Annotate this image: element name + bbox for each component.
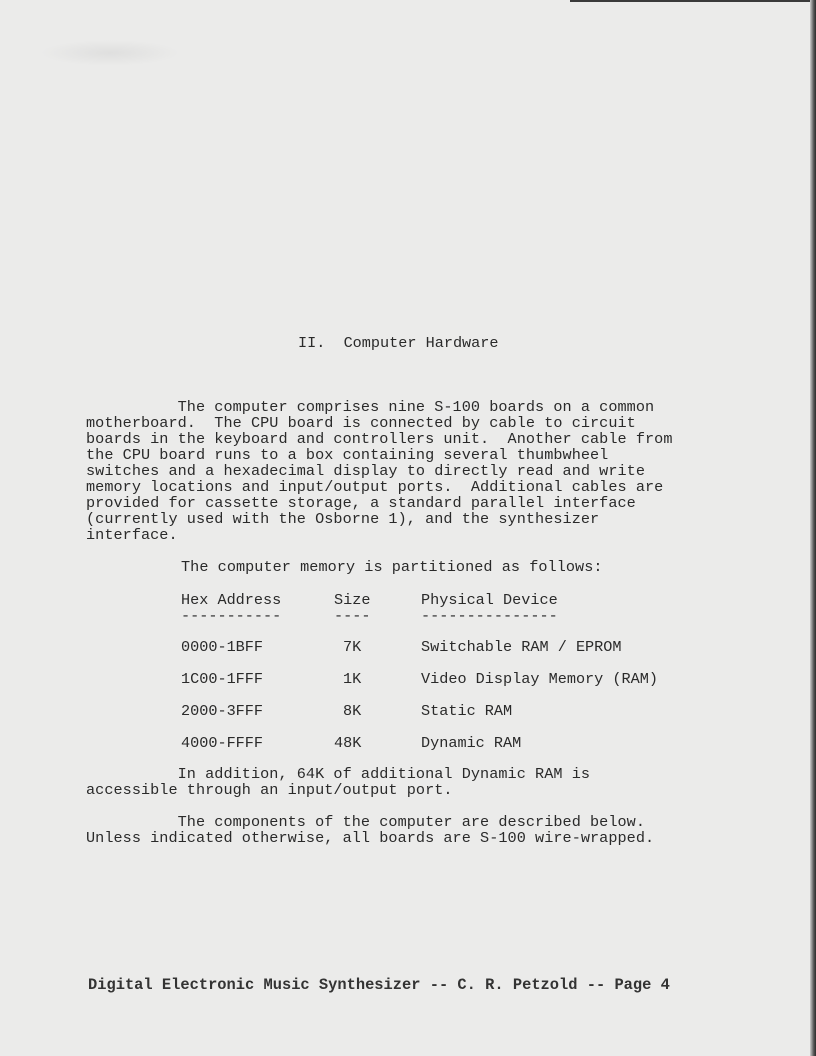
paragraph1-line: memory locations and input/output ports. Additional cables are: [86, 478, 664, 496]
page-edge-right: [810, 0, 816, 1056]
paragraph1-line: The computer comprises nine S-100 boards on a common: [86, 398, 655, 416]
table-cell-address: 2000-3FFF: [181, 702, 264, 720]
scan-smudge: [40, 40, 180, 66]
table-header-size: Size: [334, 591, 371, 609]
paragraph1-line: boards in the keyboard and controllers unit. Another cable from: [86, 430, 673, 448]
table-cell-address: 0000-1BFF: [181, 638, 264, 656]
table-cell-device: Static RAM: [421, 702, 513, 720]
paragraph3-line: The components of the computer are described below.: [86, 813, 646, 831]
paragraph1-line: interface.: [86, 526, 178, 544]
table-cell-size: 48K: [334, 734, 362, 752]
memory-intro: The computer memory is partitioned as follows:: [181, 558, 603, 576]
table-cell-device: Dynamic RAM: [421, 734, 522, 752]
table-cell-address: 4000-FFFF: [181, 734, 264, 752]
paragraph1-line: switches and a hexadecimal display to directly read and write: [86, 462, 646, 480]
page-edge-top: [570, 0, 816, 2]
paragraph1-line: motherboard. The CPU board is connected by cable to circuit: [86, 414, 636, 432]
table-header-address: Hex Address: [181, 591, 282, 609]
table-cell-size: 1K: [343, 670, 362, 688]
table-header-device: Physical Device: [421, 591, 558, 609]
paragraph2-line: accessible through an input/output port.: [86, 781, 453, 799]
paragraph1-line: (currently used with the Osborne 1), and the synthesizer: [86, 510, 600, 528]
page-footer: Digital Electronic Music Synthesizer -- C. R. Petzold -- Page 4: [88, 976, 670, 994]
paragraph1-line: provided for cassette storage, a standard parallel interface: [86, 494, 636, 512]
table-underline: ----: [334, 607, 371, 625]
section-heading: II. Computer Hardware: [298, 334, 499, 352]
paragraph3-line: Unless indicated otherwise, all boards are S-100 wire-wrapped.: [86, 829, 655, 847]
table-cell-size: 7K: [343, 638, 362, 656]
table-underline: ---------------: [421, 607, 558, 625]
paragraph2-line: In addition, 64K of additional Dynamic RAM is: [86, 765, 591, 783]
table-cell-device: Video Display Memory (RAM): [421, 670, 658, 688]
table-cell-size: 8K: [343, 702, 362, 720]
table-underline: -----------: [181, 607, 282, 625]
table-cell-device: Switchable RAM / EPROM: [421, 638, 622, 656]
paragraph1-line: the CPU board runs to a box containing several thumbwheel: [86, 446, 609, 464]
table-cell-address: 1C00-1FFF: [181, 670, 264, 688]
